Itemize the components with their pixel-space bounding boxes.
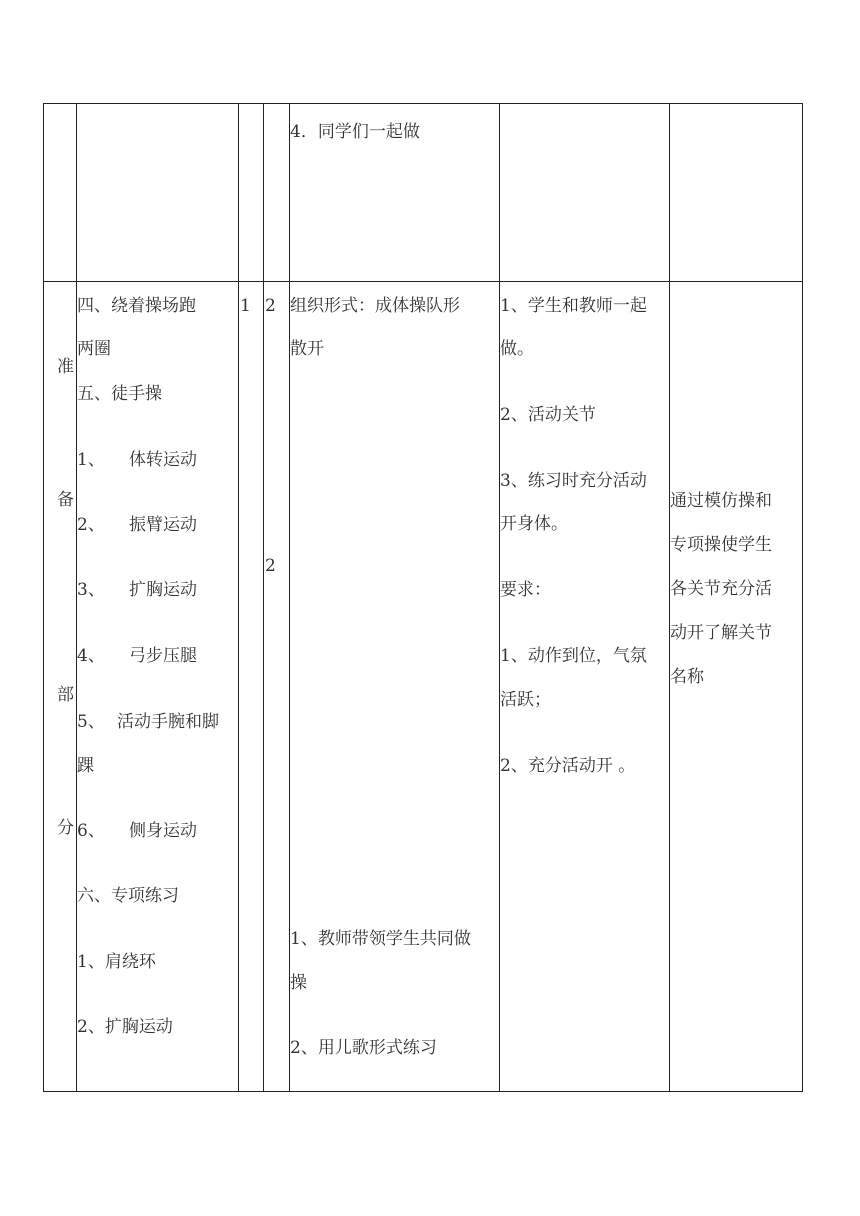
minutes-value: 2 [265,556,276,576]
exercise-label: 侧身运动 [129,821,197,841]
times-cell [239,282,264,1092]
section-char: 分 [57,818,74,838]
purpose-cell [670,282,803,1092]
exercise-label: 弓步压腿 [129,646,197,666]
method-cell [290,104,500,282]
method-cell [290,282,500,1092]
minutes-cell [264,104,290,282]
lesson-plan-table [43,103,803,1092]
table-row [44,282,803,1092]
activity-text: 2、活动关节 [500,405,596,425]
section-char: 准 [57,357,74,377]
content-item: 两圈 [77,339,111,359]
requirement-text: 2、充分活动开 。 [500,756,636,776]
purpose-line: 名称 [670,667,704,687]
content-cell [77,282,239,1092]
activity-text: 做。 [500,339,534,359]
exercise-item [77,514,197,536]
exercise-item [77,645,197,667]
exercise-number: 2、 [77,515,105,535]
exercise-item-continued [77,755,94,777]
exercise-label: 扩胸运动 [129,580,197,600]
table-row [44,104,803,282]
content-cell [77,104,239,282]
activity-text: 1、学生和教师一起 [500,296,647,316]
exercise-item [77,579,197,601]
purpose-line: 专项操使学生 [670,535,772,555]
method-item-4: 4．同学们一起做 [290,122,420,142]
content-item: 五、徒手操 [77,384,162,404]
times-cell [239,104,264,282]
purpose-line: 通过模仿操和 [670,491,772,511]
organization-text: 组织形式：成体操队形 [290,296,460,316]
section-cell [44,104,77,282]
section-char: 备 [57,490,74,510]
times-value: 1 [240,296,251,316]
content-item: 四、绕着操场跑 [77,296,196,316]
special-item: 2、扩胸运动 [77,1017,173,1037]
purpose-cell [670,104,803,282]
exercise-label: 振臂运动 [129,515,197,535]
exercise-item [77,449,197,471]
requirement-label: 要求： [500,580,551,600]
exercise-label: 体转运动 [129,450,197,470]
exercise-number: 4、 [77,646,105,666]
method-step: 操 [290,973,307,993]
purpose-line: 动开了解关节 [670,623,772,643]
activity-text: 3、练习时充分活动 [500,471,647,491]
purpose-line: 各关节充分活 [670,579,772,599]
activity-cell [500,104,670,282]
content-item: 六、专项练习 [77,886,179,906]
exercise-item [77,711,219,733]
special-item: 1、肩绕环 [77,952,156,972]
exercise-number: 5、 [77,712,105,732]
exercise-label: 活动手腕和脚 [117,712,219,732]
method-step: 2、用儿歌形式练习 [290,1038,437,1058]
activity-cell [500,282,670,1092]
minutes-value: 2 [265,296,276,316]
exercise-number: 6、 [77,821,105,841]
exercise-item [77,820,197,842]
requirement-text: 活跃； [500,690,551,710]
activity-text: 开身体。 [500,514,568,534]
exercise-number: 3、 [77,580,105,600]
requirement-text: 1、动作到位，气氛 [500,646,647,666]
section-cell [44,282,77,1092]
section-char: 部 [57,685,74,705]
exercise-number: 1、 [77,450,105,470]
exercise-label: 踝 [77,756,94,776]
organization-text: 散开 [290,339,324,359]
minutes-cell [264,282,290,1092]
method-step: 1、教师带领学生共同做 [290,929,471,949]
